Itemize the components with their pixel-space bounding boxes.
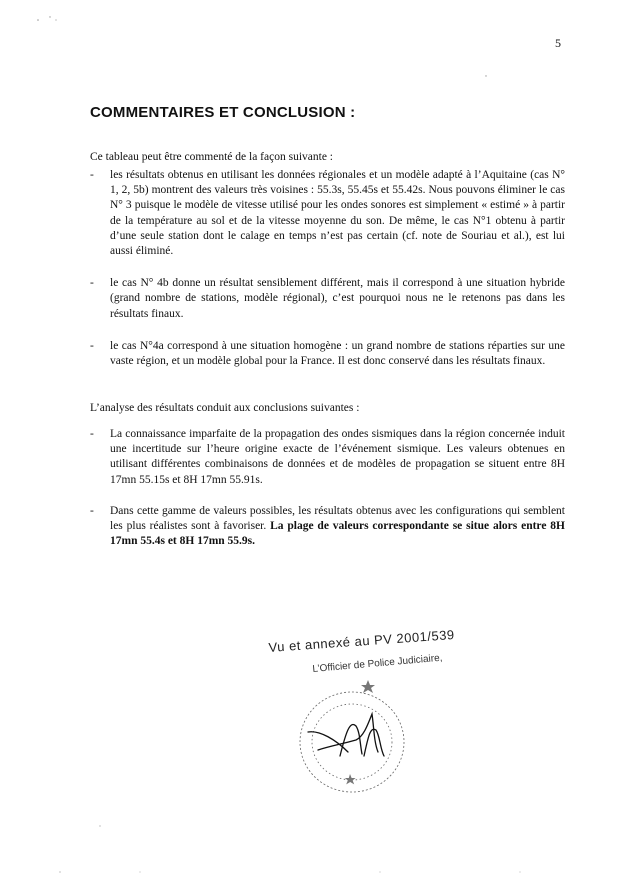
stamp-annex-line: Vu et annexé au PV 2001/539 (268, 626, 456, 655)
conclusion-text: Dans cette gamme de valeurs possibles, les résultats obtenus avec les configurations qui semblent les plus réalistes sont à favoriser. (110, 504, 565, 533)
comments-list (90, 168, 565, 386)
conclusions-list (90, 427, 565, 565)
seal-star (361, 680, 375, 693)
conclusion-item: - La connaissance imparfaite de la propagation des ondes sismiques dans la région concernée induit une incertitude sur l’heure origine exacte de l’événement sismique. Les valeurs obtenues en utilisant différentes combinaisons de données et de modèles de propagation se situent entre 8H 17mn 55.15s et 8H 17mn 55.91s. (90, 427, 565, 488)
seal-outer-ring (300, 692, 404, 792)
official-seal-with-signature (290, 670, 430, 800)
page-number: 5 (555, 36, 561, 50)
section-heading: COMMENTAIRES ET CONCLUSION : (90, 104, 356, 121)
comment-item: - le cas N° 4b donne un résultat sensiblement différent, mais il correspond à une situation hybride (grand nombre de stations, modèle régional), c’est pourquoi nous ne le retenons pas dans les résultats finaux. (90, 276, 565, 322)
conclusion-item (90, 504, 565, 550)
stamp-officer-line: L’Officier de Police Judiciaire, (312, 652, 443, 675)
conclusion-highlight: La plage de valeurs correspondante se situe alors entre 8H 17mn 55.4s et 8H 17mn 55.9s. (110, 520, 565, 548)
intro-paragraph: Ce tableau peut être commenté de la façon suivante : (90, 151, 333, 163)
comment-item: - les résultats obtenus en utilisant les données régionales et un modèle adapté à l’Aquitaine (cas N° 1, 2, 5b) montrent des valeurs très voisines : 55.3s, 55.45s et 55.42s. Nous pouvons éliminer le cas N° 3 puisque le modèle de vitesse utilisé pour les ondes sonores est simplement « estimé » à partir de la température au sol et de la vitesse moyenne du son. De même, le cas N°1 obtenu à partir d’une seule station dont le calage en temps n’est pas certain (cf. note de Souriau et al.), est lui aussi éliminé. (90, 168, 565, 259)
comment-item: - le cas N°4a correspond à une situation homogène : un grand nombre de stations réparties sur une vaste région, et un modèle global pour la France. Il est donc conservé dans les résultats finaux. (90, 339, 565, 369)
conclusions-intro: L’analyse des résultats conduit aux conclusions suivantes : (90, 402, 360, 414)
signature-stroke (318, 714, 378, 752)
seal-star (345, 774, 356, 784)
signature-stroke (340, 724, 362, 756)
